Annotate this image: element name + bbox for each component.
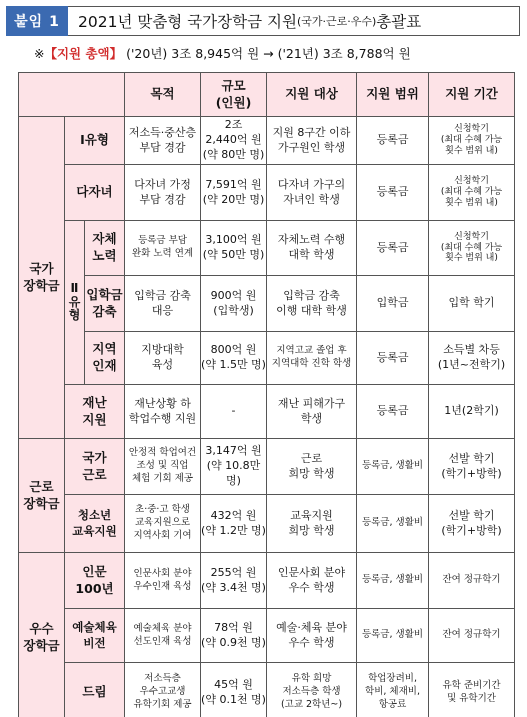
- row-label: 청소년 교육지원: [65, 495, 125, 553]
- cell-target: 근로 희망 학생: [267, 439, 357, 495]
- cell-scale: 255억 원 (약 3.4천 명): [201, 553, 267, 609]
- cell-target: 다자녀 가구의 자녀인 학생: [267, 165, 357, 221]
- cell-purpose: 지방대학 육성: [125, 332, 201, 385]
- cell-period: 선발 학기 (학기+방학): [429, 495, 515, 553]
- row-label: 인문 100년: [65, 553, 125, 609]
- table-row: [19, 663, 515, 717]
- cell-period: 신청학기 (최대 수혜 가능 횟수 범위 내): [429, 221, 515, 276]
- cell-period: 선발 학기 (학기+방학): [429, 439, 515, 495]
- title-main: 2021년 맞춤형 국가장학금 지원: [78, 13, 297, 31]
- total-prefix: ※: [34, 46, 45, 61]
- cell-scale: 45억 원 (약 0.1천 명): [201, 663, 267, 717]
- header-scale: 규모 (인원): [201, 73, 267, 117]
- cell-target: 입학금 감축 이행 대학 학생: [267, 276, 357, 332]
- cell-scope: 등록금, 생활비: [357, 439, 429, 495]
- cell-target: 유학 희망 저소득층 학생 (고교 2학년~): [267, 663, 357, 717]
- row-label: 재난 지원: [65, 385, 125, 439]
- header-purpose: 목적: [125, 73, 201, 117]
- cell-target: 교육지원 희망 학생: [267, 495, 357, 553]
- table-row: [19, 385, 515, 439]
- cell-scope: 학업장려비, 학비, 체재비, 항공료: [357, 663, 429, 717]
- cell-purpose: 안정적 학업여건 조성 및 직업 체험 기회 제공: [125, 439, 201, 495]
- row-label: 드림: [65, 663, 125, 717]
- cell-period: 신청학기 (최대 수혜 가능 횟수 범위 내): [429, 117, 515, 165]
- title-tail: 총괄표: [376, 13, 422, 31]
- cell-target: 자체노력 수행 대학 학생: [267, 221, 357, 276]
- cell-period: 1년(2학기): [429, 385, 515, 439]
- cell-target: 인문사회 분야 우수 학생: [267, 553, 357, 609]
- title-bar: [6, 6, 520, 36]
- cell-purpose: 등록금 부담 완화 노력 연계: [125, 221, 201, 276]
- cell-period: 소득별 차등 (1년~전학기): [429, 332, 515, 385]
- table-row: [19, 439, 515, 495]
- attachment-badge: 붙임 1: [6, 6, 68, 36]
- cell-period: 유학 준비기간 및 유학기간: [429, 663, 515, 717]
- cell-scale: 2조 2,440억 원 (약 80만 명): [201, 117, 267, 165]
- row-label: 예술체육 비전: [65, 609, 125, 663]
- table-row: [19, 495, 515, 553]
- cell-scope: 등록금: [357, 117, 429, 165]
- cell-purpose: 저소득층 우수고교생 유학기회 제공: [125, 663, 201, 717]
- cell-scale: 432억 원 (약 1.2만 명): [201, 495, 267, 553]
- cell-period: 신청학기 (최대 수혜 가능 횟수 범위 내): [429, 165, 515, 221]
- total-label: 【지원 총액】: [44, 46, 123, 61]
- cell-scope: 등록금, 생활비: [357, 553, 429, 609]
- cell-scale: 800억 원 (약 1.5만 명): [201, 332, 267, 385]
- group-type2-label: Ⅱ 유 형: [68, 280, 81, 323]
- cell-scale: 78억 원 (약 0.9천 명): [201, 609, 267, 663]
- group-work-label: 근로 장학금: [23, 478, 60, 511]
- table-row: [19, 609, 515, 663]
- cell-scale: 3,147억 원 (약 10.8만 명): [201, 439, 267, 495]
- table-row: [19, 117, 515, 165]
- table-row: [19, 332, 515, 385]
- cell-period: 잔여 정규학기: [429, 553, 515, 609]
- title-paren: (국가·근로·우수): [296, 15, 377, 28]
- row-label: 지역 인재: [85, 332, 125, 385]
- row-label: 국가 근로: [65, 439, 125, 495]
- cell-scope: 등록금: [357, 221, 429, 276]
- scholarship-summary-table: [18, 72, 515, 717]
- cell-purpose: 인문사회 분야 우수인재 육성: [125, 553, 201, 609]
- cell-purpose: 입학금 감축 대응: [125, 276, 201, 332]
- group-national: [19, 117, 65, 439]
- cell-scope: 등록금: [357, 165, 429, 221]
- group-excellence-label: 우수 장학금: [23, 620, 60, 653]
- cell-scope: 등록금: [357, 385, 429, 439]
- table-row: [19, 221, 515, 276]
- row-label: Ⅰ유형: [65, 117, 125, 165]
- total-text: ('20년) 3조 8,945억 원 → ('21년) 3조 8,788억 원: [122, 46, 411, 61]
- header-blank: [19, 73, 125, 117]
- cell-scale: 900억 원 (입학생): [201, 276, 267, 332]
- cell-period: 입학 학기: [429, 276, 515, 332]
- cell-scale: -: [201, 385, 267, 439]
- cell-purpose: 예술체육 분야 선도인재 육성: [125, 609, 201, 663]
- cell-scale: 7,591억 원 (약 20만 명): [201, 165, 267, 221]
- group-excellence: [19, 553, 65, 717]
- cell-purpose: 다자녀 가정 부담 경감: [125, 165, 201, 221]
- cell-target: 지역고교 졸업 후 지역대학 진학 학생: [267, 332, 357, 385]
- cell-scope: 등록금, 생활비: [357, 495, 429, 553]
- cell-scale: 3,100억 원 (약 50만 명): [201, 221, 267, 276]
- cell-scope: 등록금: [357, 332, 429, 385]
- header-scope: 지원 범위: [357, 73, 429, 117]
- cell-period: 잔여 정규학기: [429, 609, 515, 663]
- cell-purpose: 저소득·중산층 부담 경감: [125, 117, 201, 165]
- table-row: [19, 165, 515, 221]
- header-period: 지원 기간: [429, 73, 515, 117]
- table-row: [19, 553, 515, 609]
- cell-target: 예술·체육 분야 우수 학생: [267, 609, 357, 663]
- cell-purpose: 초·중·고 학생 교육지원으로 지역사회 기여: [125, 495, 201, 553]
- page-title: [68, 6, 520, 36]
- row-label: 자체 노력: [85, 221, 125, 276]
- cell-target: 재난 피해가구 학생: [267, 385, 357, 439]
- group-national-label: 국가 장학금: [23, 260, 60, 293]
- header-row: [19, 73, 515, 117]
- cell-purpose: 재난상황 하 학업수행 지원: [125, 385, 201, 439]
- total-support-line: [34, 44, 411, 62]
- cell-target: 지원 8구간 이하 가구원인 학생: [267, 117, 357, 165]
- row-label: 다자녀: [65, 165, 125, 221]
- cell-scope: 등록금, 생활비: [357, 609, 429, 663]
- table-row: [19, 276, 515, 332]
- header-target: 지원 대상: [267, 73, 357, 117]
- group-type2: [65, 221, 85, 385]
- group-work: [19, 439, 65, 553]
- row-label: 입학금 감축: [85, 276, 125, 332]
- cell-scope: 입학금: [357, 276, 429, 332]
